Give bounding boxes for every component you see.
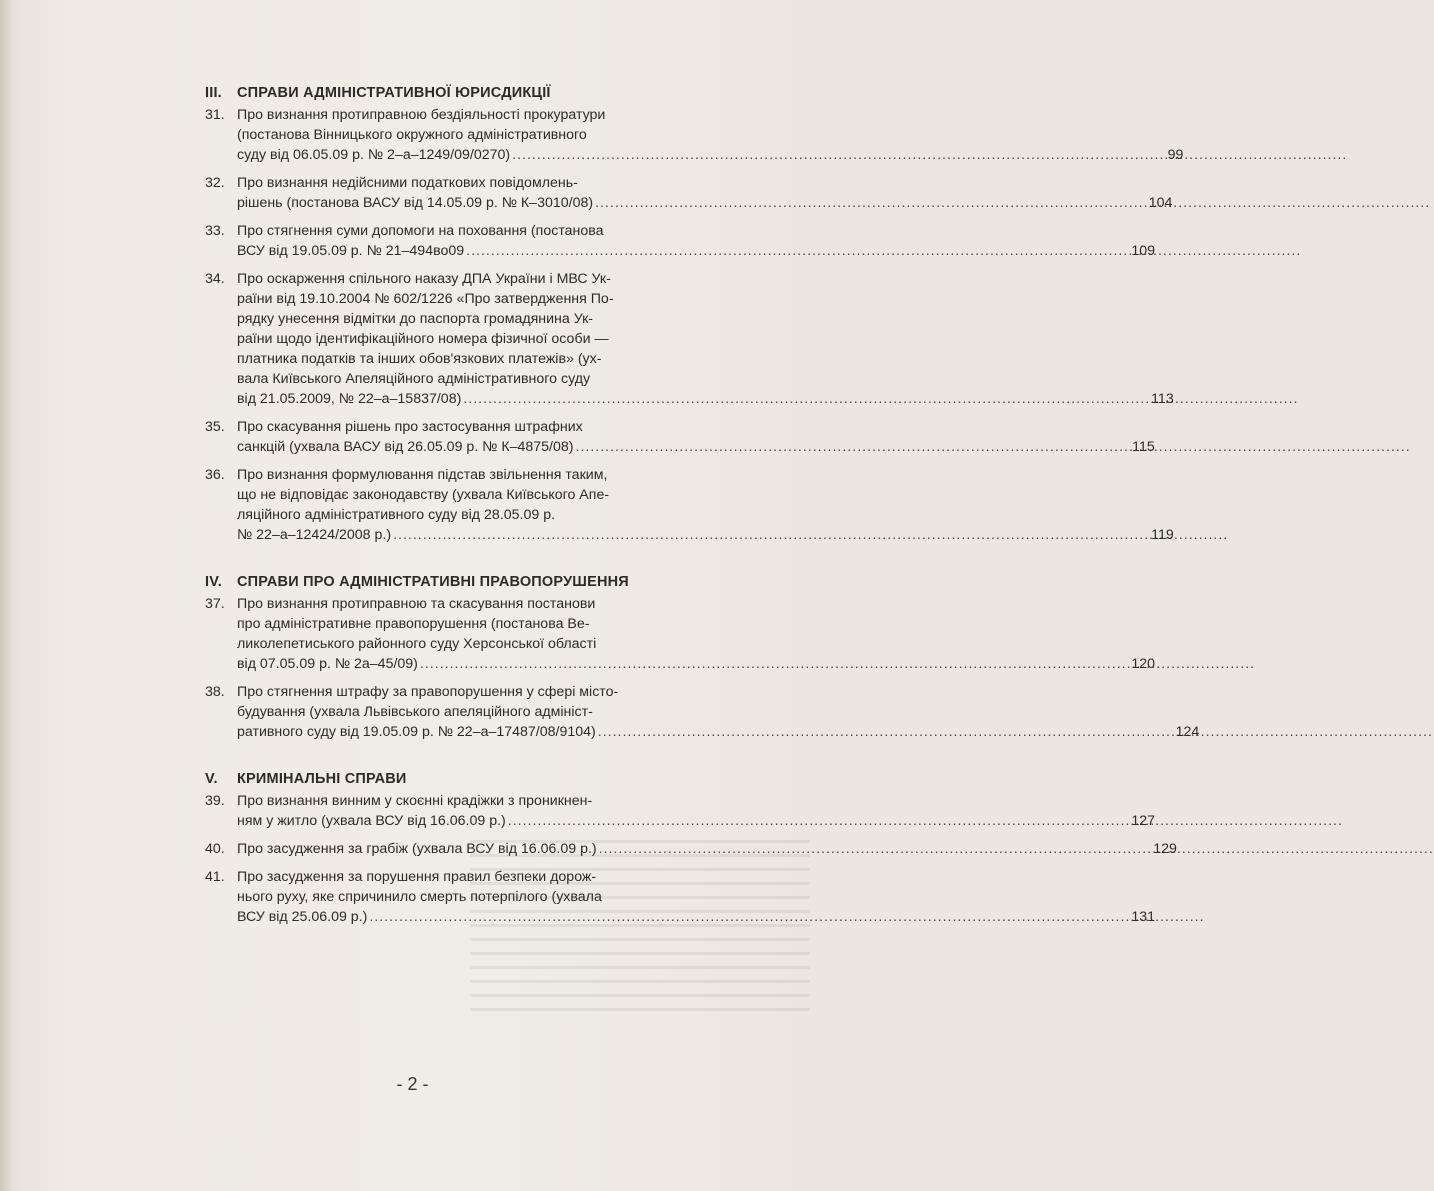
leader-dots — [463, 389, 1149, 409]
entry-line: Про визнання винним у скоєнні крадіжки з проникнен- — [237, 793, 593, 809]
entry-text — [237, 417, 1155, 457]
entry-line: раїни від 19.10.2004 № 602/1226 «Про затвердження По- — [237, 291, 614, 307]
toc-entry — [205, 105, 1184, 165]
entry-line: ВСУ від 25.06.09 р.) — [237, 909, 368, 925]
entry-last-line — [237, 525, 1174, 545]
toc-entry — [205, 465, 1174, 545]
toc-section — [205, 770, 1177, 927]
entry-line: ляційного адміністративного суду від 28.05.09 р. — [237, 507, 556, 523]
entry-line: (постанова Вінницького окружного адміністративного — [237, 127, 587, 143]
entry-line: нього руху, яке спричинило смерть потерпілого (ухвала — [237, 889, 602, 905]
entry-line: ВСУ від 19.05.09 р. № 21–494во09 — [237, 243, 465, 259]
entry-line: Про визнання протиправною та скасування постанови — [237, 596, 596, 612]
toc-entry — [205, 791, 1156, 831]
entry-last-line — [237, 811, 1155, 831]
entry-last-line — [237, 389, 1174, 409]
entry-text — [237, 105, 1183, 165]
entry-line: Про стягнення штрафу за правопорушення у сфері місто- — [237, 684, 619, 700]
leader-dots — [420, 654, 1129, 674]
toc-entry — [205, 682, 1200, 742]
table-of-contents — [205, 84, 1200, 955]
leader-dots — [598, 722, 1174, 742]
toc-entry — [205, 417, 1155, 457]
section-title: СПРАВИ ПРО АДМІНІСТРАТИВНІ ПРАВОПОРУШЕННЯ — [237, 574, 629, 590]
entry-number: 41. — [205, 869, 225, 885]
entry-line: від 07.05.09 р. № 2а–45/09) — [237, 656, 418, 672]
entry-line: платника податків та інших обов'язкових платежів» (ух- — [237, 351, 602, 367]
toc-entry — [205, 594, 1156, 674]
leader-dots — [466, 241, 1129, 261]
entry-page-number: 120 — [1131, 656, 1156, 672]
toc-section — [205, 84, 1184, 545]
section-title: КРИМІНАЛЬНІ СПРАВИ — [237, 771, 407, 787]
entry-number: 33. — [205, 223, 225, 239]
entry-text — [237, 173, 1172, 213]
entry-last-line — [237, 654, 1155, 674]
entry-last-line — [237, 241, 1155, 261]
entry-text — [237, 867, 1155, 927]
entry-page-number: 124 — [1175, 724, 1200, 740]
entry-number: 38. — [205, 684, 225, 700]
entry-line: санкцій (ухвала ВАСУ від 26.05.09 р. № К–4875/08) — [237, 439, 574, 455]
entry-last-line — [237, 839, 1177, 859]
section-heading — [205, 84, 715, 103]
entry-line: раїни щодо ідентифікаційного номера фізичної особи — — [237, 331, 609, 347]
entry-text — [237, 594, 1155, 674]
entry-line: ням у житло (ухвала ВСУ від 16.06.09 р.) — [237, 813, 506, 829]
entry-line: ративного суду від 19.05.09 р. № 22–а–17487/08/9104) — [237, 724, 596, 740]
toc-entry — [205, 173, 1173, 213]
entry-page-number: 119 — [1151, 527, 1174, 543]
entry-line: Про скасування рішень про застосування штрафних — [237, 419, 583, 435]
entry-last-line — [237, 722, 1199, 742]
section-heading — [205, 770, 715, 789]
entry-number: 31. — [205, 107, 225, 123]
section-numeral: IV. — [205, 574, 222, 590]
entry-last-line — [237, 437, 1155, 457]
page-number: - 2 - — [396, 1074, 429, 1094]
entry-line: Про визнання протиправною бездіяльності прокуратури — [237, 107, 606, 123]
leader-dots — [576, 437, 1131, 457]
entry-line: від 21.05.2009, № 22–а–15837/08) — [237, 391, 462, 407]
toc-entry — [205, 269, 1174, 409]
toc-entry — [205, 839, 1177, 859]
entry-line: Про визнання недійсними податкових повідомлень- — [237, 175, 578, 191]
entry-page-number: 131 — [1131, 909, 1156, 925]
entry-line: Про визнання формулювання підстав звільнення таким, — [237, 467, 608, 483]
toc-entry — [205, 221, 1156, 261]
entry-last-line — [237, 907, 1155, 927]
entry-number: 40. — [205, 841, 225, 857]
entry-line: Про засудження за грабіж (ухвала ВСУ від 16.06.09 р.) — [237, 841, 597, 857]
section-title: СПРАВИ АДМІНІСТРАТИВНОЇ ЮРИСДИКЦІЇ — [237, 85, 551, 101]
entry-line: будування (ухвала Львівського апеляційного адмініст- — [237, 704, 593, 720]
entry-line: вала Київського Апеляційного адміністративного суду — [237, 371, 591, 387]
entry-number: 37. — [205, 596, 225, 612]
entry-last-line — [237, 145, 1183, 165]
entry-page-number: 129 — [1153, 841, 1177, 857]
entry-line: що не відповідає законодавству (ухвала Київського Апе- — [237, 487, 610, 503]
entry-page-number: 113 — [1151, 391, 1174, 407]
entry-text — [237, 791, 1155, 831]
entry-page-number: 109 — [1131, 243, 1156, 259]
entry-page-number: 115 — [1132, 439, 1155, 455]
entry-line: про адміністративне правопорушення (постанова Ве- — [237, 616, 590, 632]
entry-line: Про стягнення суми допомоги на поховання (постанова — [237, 223, 604, 239]
leader-dots — [595, 193, 1147, 213]
entry-line: № 22–а–12424/2008 р.) — [237, 527, 392, 543]
entry-line: суду від 06.05.09 р. № 2–а–1249/09/0270) — [237, 147, 511, 163]
section-numeral: III. — [205, 85, 222, 101]
entry-number: 36. — [205, 467, 225, 483]
leader-dots — [512, 145, 1166, 165]
page-edge-shadow — [0, 0, 14, 1191]
entry-line: Про оскарження спільного наказу ДПА України і МВС Ук- — [237, 271, 611, 287]
entry-page-number: 99 — [1167, 147, 1184, 163]
leader-dots — [393, 525, 1149, 545]
entry-number: 32. — [205, 175, 225, 191]
entry-text — [237, 269, 1174, 409]
entry-number: 39. — [205, 793, 225, 809]
section-numeral: V. — [205, 771, 218, 787]
section-heading — [205, 573, 715, 592]
entry-text — [237, 465, 1174, 545]
toc-entry — [205, 867, 1156, 927]
leader-dots — [508, 811, 1130, 831]
entry-text — [237, 221, 1155, 261]
entry-line: ликолепетиського районного суду Херсонської області — [237, 636, 597, 652]
entry-line: рішень (постанова ВАСУ від 14.05.09 р. № К–3010/08) — [237, 195, 594, 211]
entry-text — [237, 839, 1177, 859]
entry-text — [237, 682, 1199, 742]
entry-page-number: 127 — [1131, 813, 1156, 829]
entry-number: 34. — [205, 271, 225, 287]
entry-line: рядку унесення відмітки до паспорта громадянина Ук- — [237, 311, 594, 327]
toc-section — [205, 573, 1200, 742]
leader-dots — [369, 907, 1129, 927]
entry-line: Про засудження за порушення правил безпеки дорож- — [237, 869, 597, 885]
entry-last-line — [237, 193, 1172, 213]
entry-page-number: 104 — [1148, 195, 1173, 211]
entry-number: 35. — [205, 419, 225, 435]
leader-dots — [599, 839, 1152, 859]
